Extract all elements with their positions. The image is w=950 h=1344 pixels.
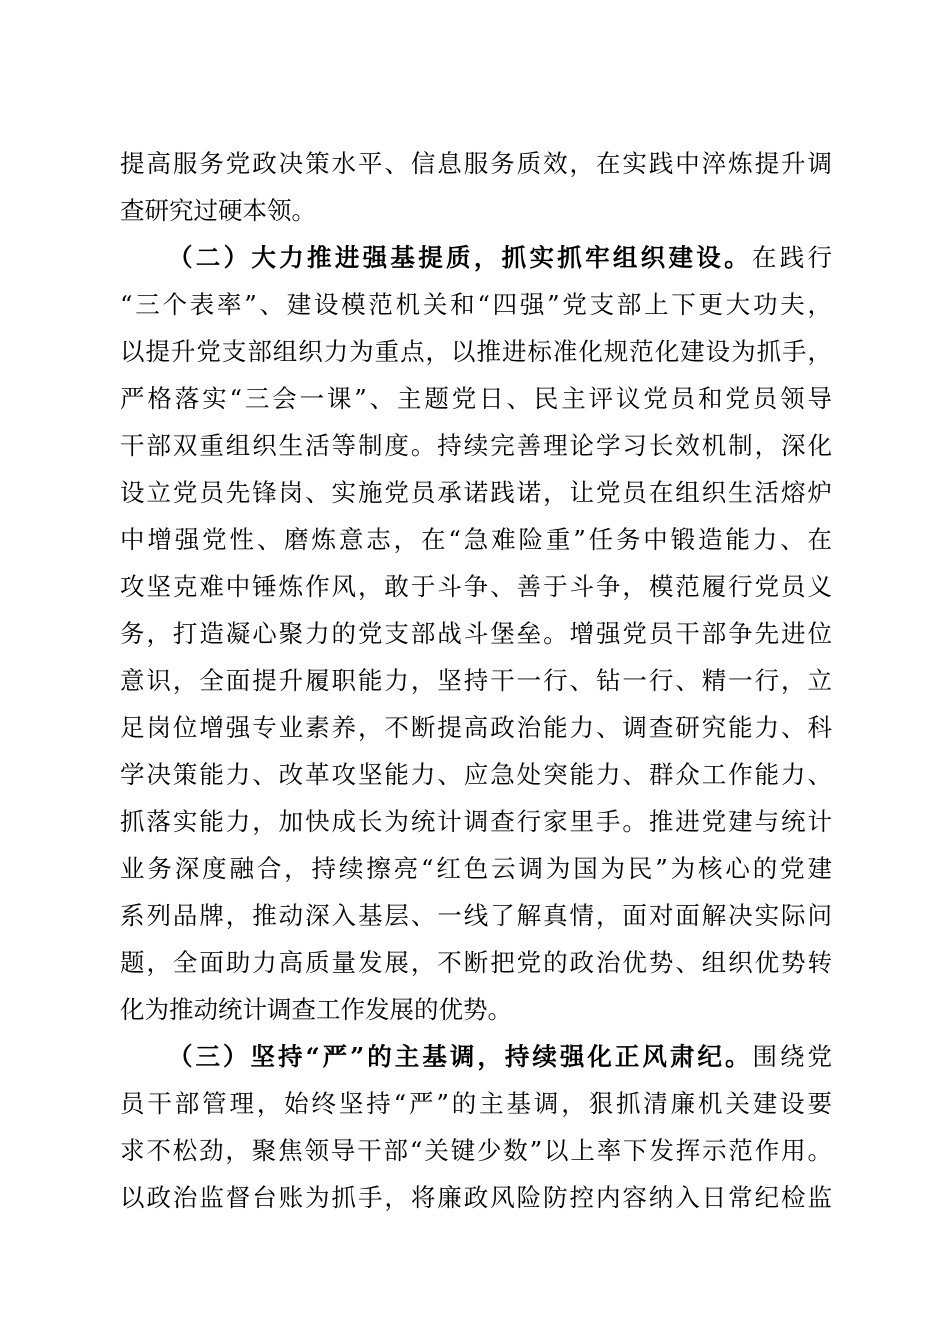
text-line: 化为推动统计调查工作发展的优势。: [120, 995, 512, 1024]
text-line: 设立党员先锋岗、实施党员承诺践诺，让党员在组织生活熔炉: [120, 478, 832, 507]
text-line: 以提升党支部组织力为重点，以推进标准化规范化建设为抓手，: [120, 337, 832, 366]
text-span: 围绕党: [752, 1042, 832, 1071]
text-line: 意识，全面提升履职能力，坚持干一行、钻一行、精一行，立: [120, 666, 832, 695]
text-line: 系列品牌，推动深入基层、一线了解真情，面对面解决实际问: [120, 901, 832, 930]
text-line: 干部双重组织生活等制度。持续完善理论学习长效机制，深化: [120, 431, 832, 460]
text-line: 提高服务党政决策水平、信息服务质效，在实践中淬炼提升调: [120, 149, 832, 178]
paragraph-first-line: [168, 1041, 832, 1073]
paragraph-first-line: [168, 242, 832, 274]
section-heading: （三）坚持“严”的主基调，持续强化正风肃纪。: [168, 1042, 753, 1071]
text-line: 员干部管理，始终坚持“严”的主基调，狠抓清廉机关建设要: [120, 1089, 832, 1118]
text-line: 题，全面助力高质量发展，不断把党的政治优势、组织优势转: [120, 948, 832, 977]
text-line: 抓落实能力，加快成长为统计调查行家里手。推进党建与统计: [120, 807, 832, 836]
text-line: 攻坚克难中锤炼作风，敢于斗争、善于斗争，模范履行党员义: [120, 572, 832, 601]
text-line: 务，打造凝心聚力的党支部战斗堡垒。增强党员干部争先进位: [120, 619, 832, 648]
text-line: 业务深度融合，持续擦亮“红色云调为国为民”为核心的党建: [120, 854, 832, 883]
text-line: 学决策能力、改革攻坚能力、应急处突能力、群众工作能力、: [120, 760, 832, 789]
text-line: 查研究过硬本领。: [120, 196, 316, 225]
text-line: 足岗位增强专业素养，不断提高政治能力、调查研究能力、科: [120, 713, 832, 742]
text-line: 求不松劲，聚焦领导干部“关键少数”以上率下发挥示范作用。: [120, 1136, 832, 1165]
text-line: 严格落实“三会一课”、主题党日、民主评议党员和党员领导: [120, 384, 832, 413]
text-line: 中增强党性、磨炼意志，在“急难险重”任务中锻造能力、在: [120, 525, 832, 554]
text-span: 在践行: [751, 243, 832, 272]
text-line: “三个表率”、建设模范机关和“四强”党支部上下更大功夫，: [120, 290, 832, 319]
section-heading: （二）大力推进强基提质，抓实抓牢组织建设。: [168, 243, 752, 272]
text-line: 以政治监督台账为抓手，将廉政风险防控内容纳入日常纪检监: [120, 1183, 832, 1212]
